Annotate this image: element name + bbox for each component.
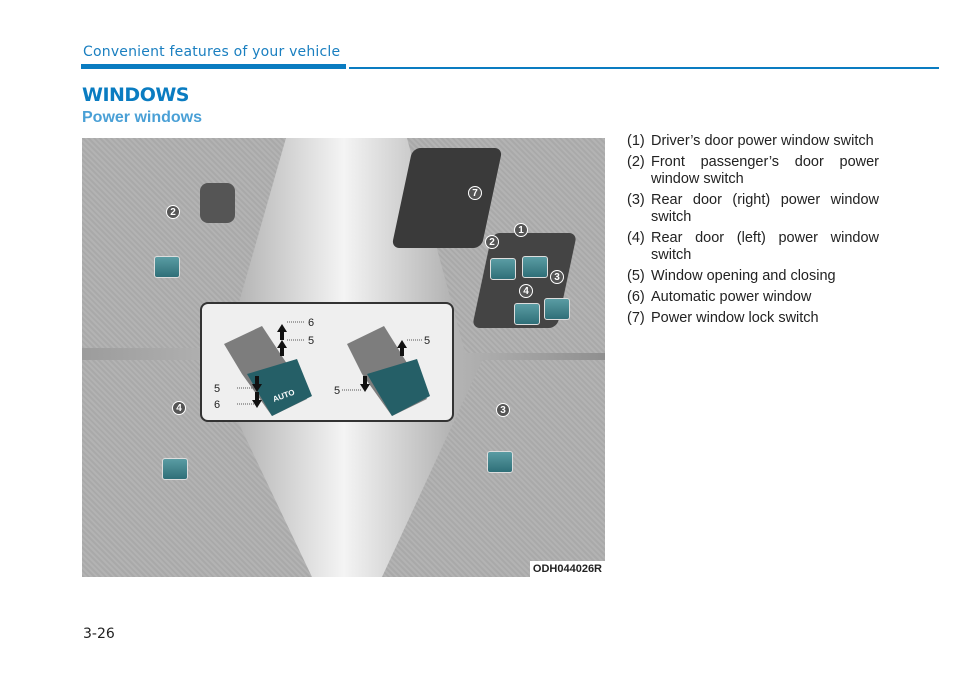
auto-label: AUTO xyxy=(271,387,296,404)
arrow-up-icon xyxy=(277,324,287,340)
label-5: 5 xyxy=(308,335,315,347)
list-item xyxy=(627,192,879,226)
section-header: Convenient features of your vehicle xyxy=(83,44,341,60)
legend-list xyxy=(627,133,879,331)
page-number: 3-26 xyxy=(83,626,115,642)
subtitle: Power windows xyxy=(82,109,203,126)
page-title: WINDOWS xyxy=(82,84,189,106)
front-passenger-switch-on-driver xyxy=(522,256,548,278)
power-window-figure xyxy=(82,138,605,577)
callout-2: 2 xyxy=(166,205,180,219)
label-5: 5 xyxy=(424,335,431,347)
item-number: (4) xyxy=(627,230,645,246)
list-item xyxy=(627,310,879,327)
header-rule-thin xyxy=(349,67,939,69)
header-rule-thick xyxy=(81,64,346,69)
item-text: Driver’s door power window switch xyxy=(651,133,874,149)
rear-left-switch-on-driver xyxy=(514,303,540,325)
callout-2: 2 xyxy=(485,235,499,249)
item-number: (7) xyxy=(627,310,645,326)
item-text: Power window lock switch xyxy=(651,310,819,326)
list-item xyxy=(627,133,879,150)
rear-right-switch xyxy=(487,451,513,473)
driver-switch xyxy=(490,258,516,280)
label-5: 5 xyxy=(214,383,221,395)
list-item xyxy=(627,268,879,285)
item-text: Rear door (left) power window switch xyxy=(651,230,879,263)
mirror-switch-panel xyxy=(200,183,235,223)
list-item xyxy=(627,154,879,188)
item-text: Window opening and closing xyxy=(651,268,836,284)
item-text: Automatic power window xyxy=(651,289,812,305)
callout-4: 4 xyxy=(519,284,533,298)
list-item xyxy=(627,230,879,264)
label-6: 6 xyxy=(214,399,221,411)
callout-1: 1 xyxy=(514,223,528,237)
callout-4: 4 xyxy=(172,401,186,415)
rear-right-switch-on-driver xyxy=(544,298,570,320)
figure-code: ODH044026R xyxy=(530,561,605,577)
list-item xyxy=(627,289,879,306)
item-number: (5) xyxy=(627,268,645,284)
item-number: (1) xyxy=(627,133,645,149)
callout-3: 3 xyxy=(550,270,564,284)
switch-detail-inset xyxy=(200,302,454,422)
item-text: Front passenger’s door power window switch xyxy=(651,154,879,187)
callout-7: 7 xyxy=(468,186,482,200)
item-number: (2) xyxy=(627,154,645,170)
item-number: (6) xyxy=(627,289,645,305)
item-text: Rear door (right) power window switch xyxy=(651,192,879,225)
callout-3: 3 xyxy=(496,403,510,417)
rear-left-switch xyxy=(162,458,188,480)
label-6: 6 xyxy=(308,317,315,329)
item-number: (3) xyxy=(627,192,645,208)
front-passenger-switch xyxy=(154,256,180,278)
label-5: 5 xyxy=(334,385,341,397)
